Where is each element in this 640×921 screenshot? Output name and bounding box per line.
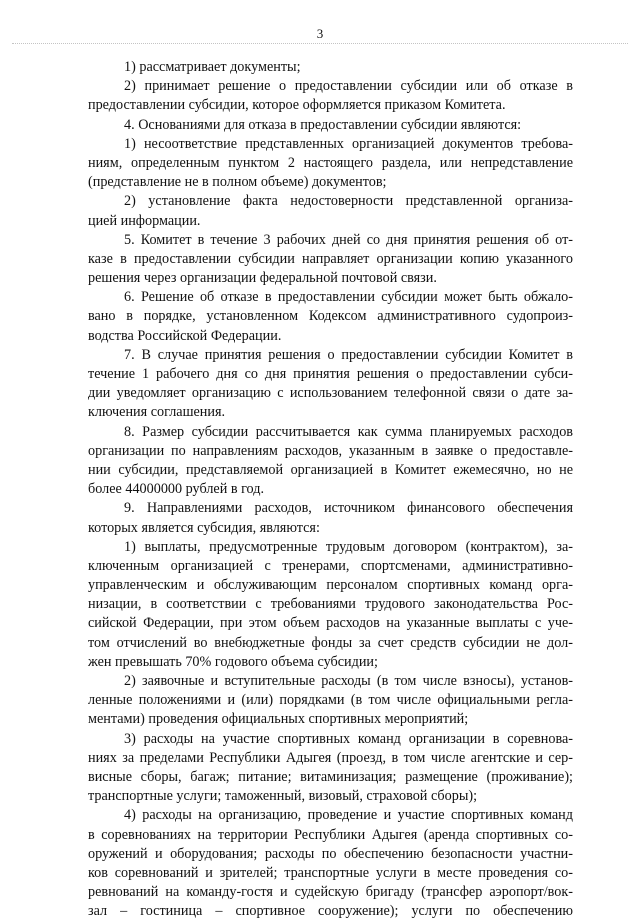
page-number: 3 xyxy=(316,26,324,41)
text-line: низации, в соответствии с требованиями трудового законодательства Рос- xyxy=(88,596,573,613)
scan-artifact-line xyxy=(12,43,628,44)
text-line: 1) несоответствие представленных организацией документов требова- xyxy=(124,135,573,152)
text-line: решения через организации федеральной почтовой связи. xyxy=(88,270,437,287)
text-line: транспортные услуги; таможенный, визовый, страховой сборы); xyxy=(88,788,478,805)
text-line: 4. Основаниями для отказа в предоставлении субсидии являются: xyxy=(124,116,522,133)
text-line: жен превышать 70% годового объема субсидии; xyxy=(88,653,378,670)
text-line: 6. Решение об отказе в предоставлении субсидии может быть обжало- xyxy=(124,289,573,306)
text-line: 7. В случае принятия решения о предоставлении субсидии Комитет в xyxy=(124,346,573,363)
document-body xyxy=(88,58,573,921)
text-line: ревнований на команду-гостя и судейскую бригаду (трансфер аэропорт/вок- xyxy=(88,884,573,901)
text-line: течение 1 рабочего дня со дня принятия решения о предоставлении субси- xyxy=(88,366,573,382)
text-line: 3) расходы на участие спортивных команд организации в соревнова- xyxy=(124,730,573,747)
text-line: оружений и оборудования; расходы по обеспечению безопасности участни- xyxy=(88,845,573,862)
text-line: 2) установление факта недостоверности представленной организа- xyxy=(124,193,573,210)
text-line: в соревнованиях на территории Республики Адыгея (аренда спортивных со- xyxy=(88,826,573,843)
text-line: вано в порядке, установленном Кодексом административного судопроиз- xyxy=(88,308,573,325)
text-line: том отчислений во внебюджетные фонды за счет средств субсидии не дол- xyxy=(88,634,573,651)
text-line: 2) принимает решение о предоставлении субсидии или об отказе в xyxy=(124,78,573,95)
text-line: 2) заявочные и вступительные расходы (в том числе взносы), установ- xyxy=(124,673,573,689)
text-line: сийской Федерации, при этом объем расходов на указанные выплаты с уче- xyxy=(88,615,573,632)
text-line: ниях за пределами Республики Адыгея (проезд, в том числе агентские и сер- xyxy=(88,749,573,766)
text-line: зал – гостиница – спортивное сооружение); услуги по обеспечению xyxy=(88,903,573,920)
text-line: организации по направлениям расходов, указанным в заявке о предоставле- xyxy=(88,442,573,459)
text-line: водства Российской Федерации. xyxy=(88,327,282,344)
text-line: (представление не в полном объеме) документов; xyxy=(88,174,387,191)
text-line: более 44000000 рублей в год. xyxy=(88,481,264,498)
text-line: ключенным организацией с тренерами, спортсменами, административно- xyxy=(88,557,573,574)
text-line: казе в предоставлении субсидии направляет организации копию указанного xyxy=(88,250,573,267)
text-line: дии уведомляет организацию с использованием телефонной связи о дате за- xyxy=(88,385,573,402)
text-line: 8. Размер субсидии рассчитывается как сумма планируемых расходов xyxy=(124,423,573,440)
text-line: ментами) проведения официальных спортивных мероприятий; xyxy=(88,711,469,728)
text-line: цией информации. xyxy=(88,212,201,229)
text-line: 1) рассматривает документы; xyxy=(124,59,301,75)
text-line: 9. Направлениями расходов, источником финансового обеспечения xyxy=(124,500,573,517)
text-line: висные сборы, багаж; питание; витаминизация; размещение (проживание); xyxy=(88,768,573,785)
text-line: 4) расходы на организацию, проведение и участие спортивных команд xyxy=(124,807,573,824)
text-line: ков соревнований и зрителей; транспортные услуги в месте проведения со- xyxy=(88,864,573,881)
text-line: управленческим и обслуживающим персоналом спортивных команд орга- xyxy=(88,577,573,594)
text-line: 5. Комитет в течение 3 рабочих дней со дня принятия решения об от- xyxy=(124,231,573,248)
text-line: нии субсидии, представляемой организацией в Комитет ежемесячно, но не xyxy=(88,461,573,478)
text-line: 1) выплаты, предусмотренные трудовым договором (контрактом), за- xyxy=(124,538,573,555)
text-line: ключения соглашения. xyxy=(88,404,226,421)
text-line: ниям, определенным пунктом 2 настоящего раздела, или непредставление xyxy=(88,154,573,171)
text-line: которых является субсидия, являются: xyxy=(88,519,320,536)
text-line: предоставлении субсидии, которое оформляется приказом Комитета. xyxy=(88,97,506,114)
text-line: ленные положениями и (или) порядками (в том числе официальными регла- xyxy=(88,692,573,709)
